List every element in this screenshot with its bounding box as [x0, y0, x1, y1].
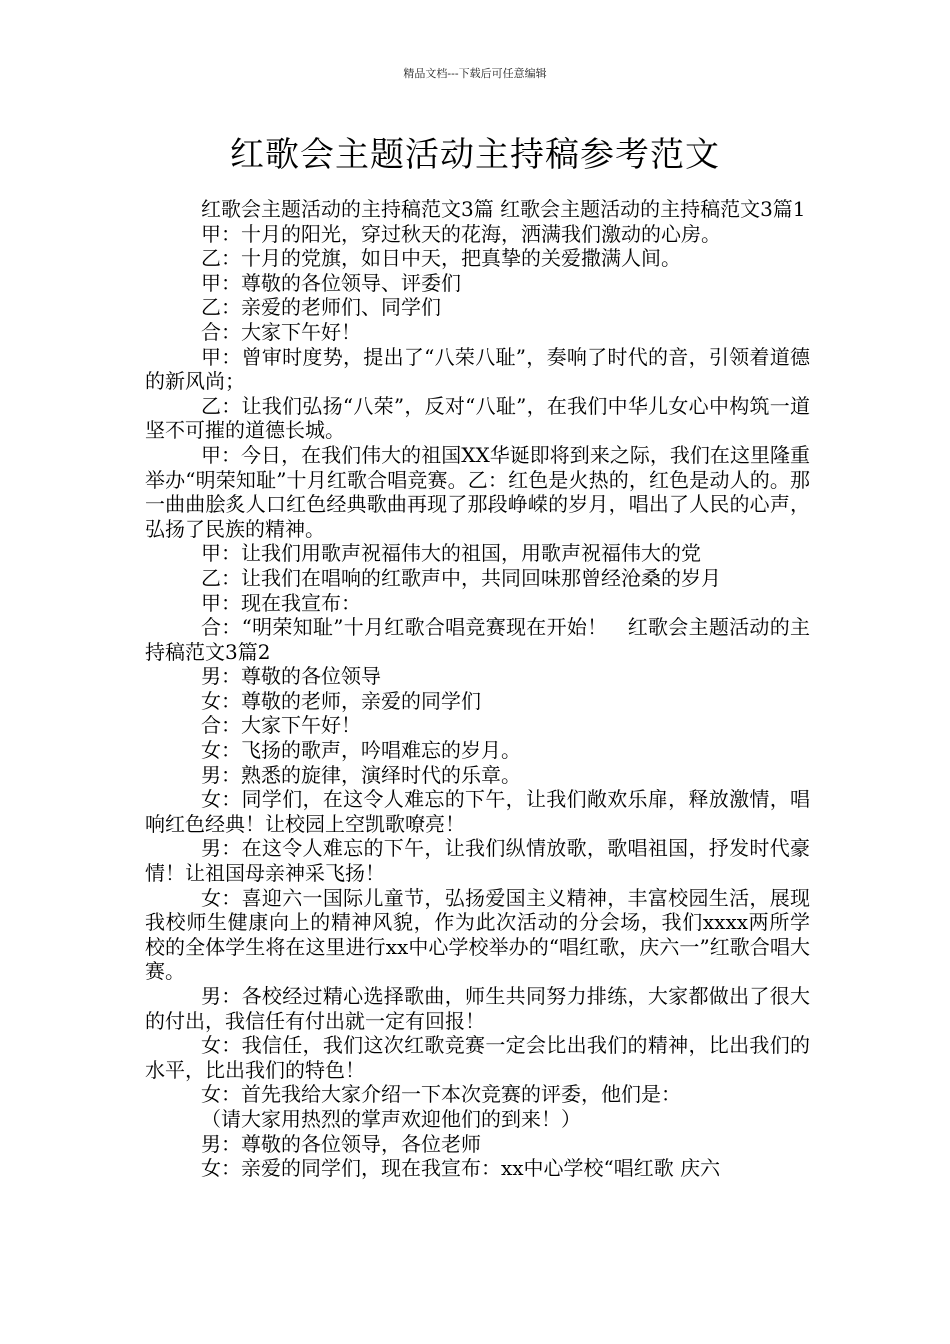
paragraph: 乙：十月的党旗，如日中天，把真挚的关爱撒满人间。 [201, 246, 681, 271]
paragraph: 甲：曾审时度势，提出了“八荣八耻”，奏响了时代的音，引领着道德的新风尚； [145, 344, 810, 394]
paragraph: 合：大家下午好！ [201, 713, 361, 738]
paragraph: 女：我信任，我们这次红歌竞赛一定会比出我们的精神，比出我们的水平，比出我们的特色！ [145, 1033, 810, 1082]
document-title: 红歌会主题活动主持稿参考范文 [230, 135, 720, 175]
paragraph: （请大家用热烈的掌声欢迎他们的到来！） [201, 1106, 581, 1131]
paragraph: 甲：现在我宣布： [201, 590, 361, 615]
paragraph: 甲：让我们用歌声祝福伟大的祖国，用歌声祝福伟大的党 [201, 541, 701, 566]
paragraph: 合：“明荣知耻”十月红歌合唱竞赛现在开始！ 红歌会主题活动的主持稿范文3篇2 [145, 615, 810, 664]
paragraph: 男：熟悉的旋律，演绎时代的乐章。 [201, 762, 521, 787]
paragraph: 女：飞扬的歌声，吟唱难忘的岁月。 [201, 738, 521, 763]
paragraph: 女：亲爱的同学们，现在我宣布：xx中心学校“唱红歌 庆六 [201, 1156, 721, 1181]
paragraph: 乙：亲爱的老师们、同学们 [201, 295, 441, 320]
paragraph: 合：大家下午好！ [201, 319, 361, 344]
paragraph: 男：尊敬的各位领导 [201, 664, 381, 689]
page-header-note: 精品文档---下载后可任意编辑 [403, 67, 547, 80]
paragraph: 女：尊敬的老师，亲爱的同学们 [201, 688, 481, 713]
paragraph: 女：首先我给大家介绍一下本次竞赛的评委，他们是： [201, 1082, 681, 1107]
paragraph: 男：各校经过精心选择歌曲，师生共同努力排练，大家都做出了很大的付出，我信任有付出就一定有回报！ [145, 984, 810, 1033]
paragraph: 甲：尊敬的各位领导、评委们 [201, 270, 461, 295]
paragraph: 男：尊敬的各位领导，各位老师 [201, 1131, 481, 1156]
paragraph: 甲：十月的阳光，穿过秋天的花海，洒满我们激动的心房。 [201, 221, 721, 246]
document-body [145, 197, 810, 1181]
paragraph: 红歌会主题活动的主持稿范文3篇 红歌会主题活动的主持稿范文3篇1 [201, 197, 806, 221]
paragraph: 女：喜迎六一国际儿童节，弘扬爱国主义精神，丰富校园生活，展现我校师生健康向上的精神风貌，作为此次活动的分会场，我们xxxx两所学校的全体学生将在这里进行xx中心学校举办的“唱红歌，庆六一”红歌合唱大赛。 [145, 885, 810, 984]
paragraph: 男：在这令人难忘的下午，让我们纵情放歌，歌唱祖国，抒发时代豪情！让祖国母亲神采飞扬！ [145, 836, 810, 886]
paragraph: 乙：让我们在唱响的红歌声中，共同回味那曾经沧桑的岁月 [201, 565, 721, 590]
paragraph: 甲：今日，在我们伟大的祖国XX华诞即将到来之际，我们在这里隆重举办“明荣知耻”十月红歌合唱竞赛。乙：红色是火热的，红色是动人的。那一曲曲脍炙人口红色经典歌曲再现了那段峥嵘的岁月，唱出了人民的心声，弘扬了民族的精神。 [145, 442, 810, 541]
paragraph: 女：同学们，在这令人难忘的下午，让我们敞欢乐扉，释放激情，唱响红色经典！让校园上空凯歌嘹亮！ [145, 787, 810, 836]
paragraph: 乙：让我们弘扬“八荣”，反对“八耻”，在我们中华儿女心中构筑一道坚不可摧的道德长城。 [145, 393, 810, 443]
